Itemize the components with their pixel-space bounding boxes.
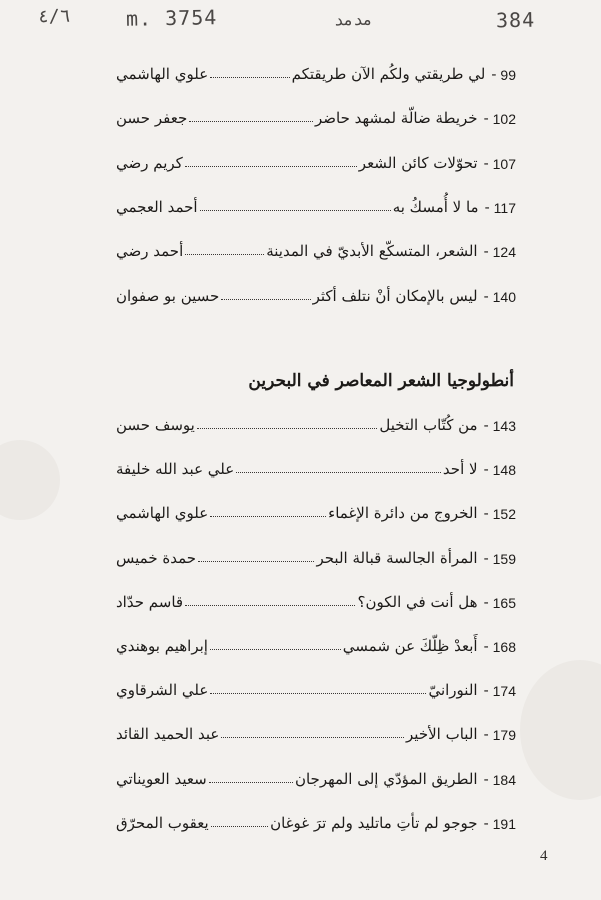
toc-entry-title: لا أحد: [442, 460, 478, 479]
toc-entry-leader-dots: [236, 472, 441, 473]
toc-entry-dash: -: [483, 637, 489, 655]
toc-entry-page-number: 148: [492, 462, 516, 479]
toc-entry-title: لي طريقتي ولكُم الآن طريقتكم: [291, 65, 486, 83]
paper-stain: [0, 440, 60, 520]
toc-entry: [116, 717, 516, 743]
toc-entry: [116, 541, 516, 567]
toc-entry-page-number: 191: [492, 815, 516, 832]
toc-entry-dash: -: [483, 460, 489, 479]
section-heading: أنطولوجيا الشعر المعاصر في البحرين: [248, 371, 514, 391]
toc-entry-title: الباب الأخير: [406, 725, 478, 744]
toc-entry-page-number: 165: [492, 594, 516, 611]
toc-entry-page-number: 152: [492, 506, 516, 523]
toc-entry-dash: -: [483, 242, 489, 261]
toc-entry-title: أَبعدْ ظِلّكَ عن شمسي: [342, 637, 478, 655]
toc-entry-leader-dots: [221, 737, 404, 738]
toc-entry-page-number: 102: [492, 111, 516, 128]
toc-entry-leader-dots: [210, 516, 326, 517]
toc-entry-title: الشعر، المتسكّع الأبديّ في المدينة: [266, 242, 478, 261]
toc-entry-page-number: 107: [492, 155, 516, 172]
toc-entry-dash: -: [484, 197, 490, 216]
toc-entry-author: جعفر حسن: [116, 109, 188, 128]
toc-entry-dash: -: [483, 592, 489, 611]
toc-entry: [116, 496, 516, 522]
toc-entry-leader-dots: [189, 121, 313, 122]
toc-entry-page-number: 168: [492, 639, 516, 655]
toc-entry-author: حمدة خميس: [116, 548, 197, 567]
toc-entry-dash: -: [483, 286, 489, 305]
toc-entry-page-number: 117: [493, 199, 516, 216]
toc-entry-leader-dots: [198, 561, 314, 562]
toc-entry-author: أحمد رضي: [116, 242, 184, 261]
toc-entry-author: أحمد العجمي: [116, 197, 198, 216]
handwritten-note-right: 384: [495, 7, 536, 33]
toc-entry-leader-dots: [210, 77, 289, 78]
toc-entry-author: سعيد العويناتي: [116, 769, 207, 788]
toc-entry-title: المرأة الجالسة قبالة البحر: [316, 548, 478, 567]
toc-entry-leader-dots: [209, 782, 293, 783]
toc-entry-author: إبراهيم بوهندي: [116, 637, 208, 655]
handwritten-note-middle: مدمد: [333, 9, 373, 30]
toc-entry-title: النورانيّ: [428, 681, 478, 700]
toc-entry-leader-dots: [221, 299, 310, 300]
toc-entry-leader-dots: [197, 428, 378, 429]
toc-entry-author: علوي الهاشمي: [116, 504, 209, 523]
handwritten-note-left: ٤/٦: [37, 5, 71, 28]
toc-entry: [116, 806, 516, 832]
toc-entry-page-number: 179: [492, 727, 516, 744]
toc-entry-title: ما لا أُمسكُ به: [392, 197, 479, 216]
toc-entry: [116, 57, 516, 83]
toc-entry-leader-dots: [210, 693, 426, 694]
toc-entry: [116, 673, 516, 699]
toc-entry-page-number: 159: [492, 550, 516, 567]
toc-entry-title: جوجو لم تأتِ ماتليد ولم ترَ غوغان: [270, 813, 478, 832]
toc-entry-dash: -: [483, 769, 489, 788]
toc-entry-page-number: 184: [492, 771, 516, 788]
toc-entry: [116, 234, 516, 260]
toc-entry-author: قاسم حدّاد: [116, 592, 184, 611]
toc-entry: [116, 190, 516, 216]
toc-entry-page-number: 140: [492, 288, 516, 305]
toc-entry-page-number: 174: [492, 683, 516, 700]
toc-entry: [116, 585, 516, 611]
toc-entry-leader-dots: [185, 166, 357, 167]
toc-entry-author: كريم رضي: [116, 153, 183, 172]
toc-entry-dash: -: [483, 681, 489, 700]
toc-entry: [116, 146, 516, 172]
toc-entry-leader-dots: [210, 649, 341, 650]
toc-entry-leader-dots: [200, 210, 391, 211]
toc-entry-page-number: 99: [500, 67, 516, 83]
toc-entry-title: الخروج من دائرة الإغماء: [328, 504, 478, 523]
toc-entry: [116, 452, 516, 478]
toc-entry-author: علي الشرقاوي: [116, 681, 209, 700]
toc-entry-dash: -: [483, 548, 489, 567]
toc-entry-title: الطريق المؤدّي إلى المهرجان: [294, 769, 478, 788]
toc-entry-dash: -: [483, 813, 489, 832]
toc-entry: [116, 762, 516, 788]
page-number: 4: [540, 848, 548, 864]
paper-stain: [520, 660, 601, 800]
toc-entry-title: خريطة ضالّة لمشهد حاضر: [315, 109, 478, 128]
toc-entry-author: حسين بو صفوان: [116, 286, 220, 305]
toc-entry-dash: -: [483, 153, 489, 172]
toc-entry-dash: -: [483, 504, 489, 523]
toc-entry-author: يعقوب المحرّق: [116, 813, 209, 832]
toc-entry: [116, 101, 516, 127]
toc-entry: [116, 629, 516, 655]
toc-entry-dash: -: [483, 416, 489, 434]
handwritten-catalog-code: m. 3754: [125, 5, 218, 31]
toc-entry-title: ليس بالإمكان أنْ نتلف أكثر: [312, 286, 478, 305]
toc-entry-author: عبد الحميد القائد: [116, 725, 220, 744]
toc-entry-leader-dots: [185, 605, 355, 606]
toc-entry-title: هل أنت في الكون؟: [357, 592, 478, 611]
toc-entry-author: علوي الهاشمي: [116, 65, 209, 83]
toc-entry: [116, 279, 516, 305]
toc-entry-dash: -: [483, 109, 489, 128]
toc-entry-author: علي عبد الله خليفة: [116, 460, 235, 479]
toc-entry-page-number: 124: [492, 244, 516, 261]
toc-entry: [116, 408, 516, 434]
toc-entry-leader-dots: [185, 254, 264, 255]
toc-entry-author: يوسف حسن: [116, 416, 195, 434]
toc-entry-dash: -: [483, 725, 489, 744]
toc-entry-page-number: 143: [492, 418, 516, 434]
toc-entry-leader-dots: [211, 826, 268, 827]
toc-entry-title: تحوّلات كائن الشعر: [358, 153, 478, 172]
toc-entry-dash: -: [491, 65, 497, 83]
toc-entry-title: من كُتّاب التخيل: [379, 416, 478, 434]
